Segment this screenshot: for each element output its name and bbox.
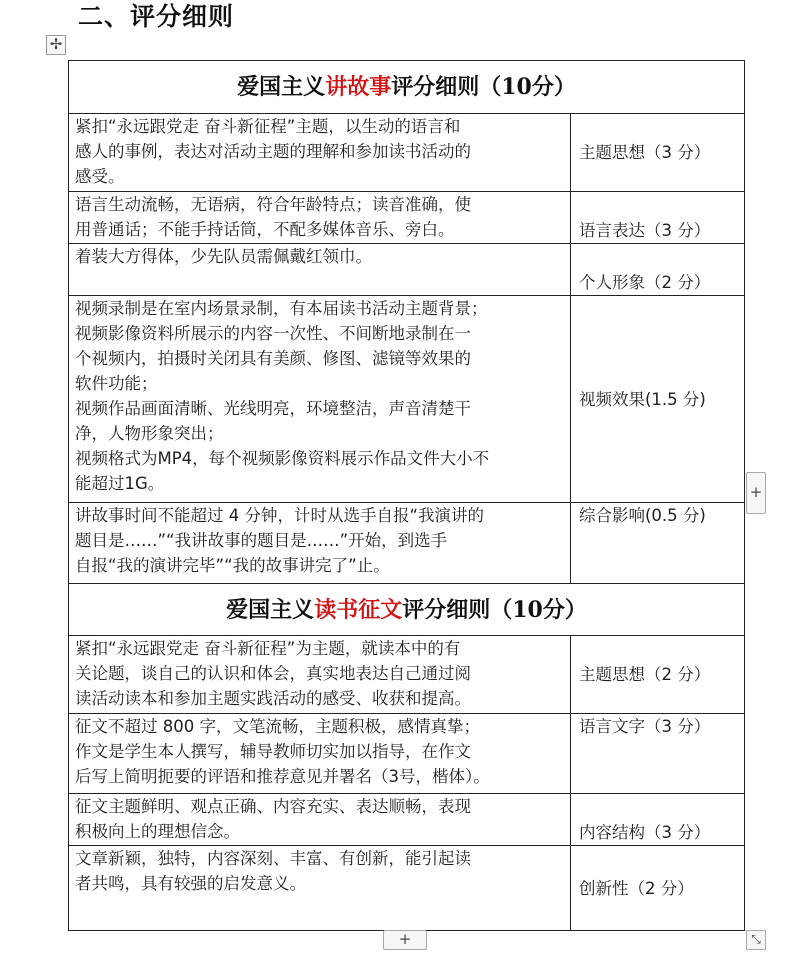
- criteria-line: 软件功能；: [75, 374, 158, 393]
- score-label: 视频效果(1.5 分): [579, 389, 706, 409]
- section-header-row: [69, 584, 745, 636]
- criteria-line: 征文不超过 800 字，文笔流畅，主题积极，感情真挚；: [75, 717, 480, 736]
- add-column-icon[interactable]: +: [746, 472, 766, 514]
- criteria-line: 后写上简明扼要的评语和推荐意见并署名（3号，楷体）。: [75, 767, 490, 786]
- score-cell[interactable]: [571, 503, 745, 584]
- score-label: 内容结构（3 分）: [579, 823, 711, 842]
- rubric-table: [68, 60, 745, 931]
- title-accent: 读书征文: [314, 596, 403, 623]
- score-label: 综合影响(0.5 分): [579, 506, 706, 525]
- title-suffix: 评分细则（10分）: [391, 74, 576, 100]
- criteria-line: 作文是学生本人撰写，辅导教师切实加以指导，在作文: [75, 742, 471, 761]
- score-label: 主题思想（3 分）: [579, 143, 711, 162]
- criteria-cell[interactable]: [69, 714, 571, 794]
- criteria-line: 读活动读本和参加主题实践活动的感受、收获和提高。: [75, 689, 471, 708]
- table-row: [69, 296, 745, 503]
- section-header-row: [69, 61, 745, 114]
- table-move-icon[interactable]: ✢: [46, 35, 66, 55]
- score-cell[interactable]: [571, 296, 745, 503]
- criteria-line: 语言生动流畅，无语病，符合年龄特点；读音准确，使: [75, 195, 471, 214]
- score-cell[interactable]: [571, 192, 745, 244]
- table-row: [69, 794, 745, 846]
- score-label: 主题思想（2 分）: [579, 665, 711, 684]
- table-row: [69, 636, 745, 714]
- criteria-line: 文章新颖，独特，内容深刻、丰富、有创新，能引起读: [75, 849, 471, 868]
- criteria-line: 征文主题鲜明、观点正确、内容充实、表达顺畅，表现: [75, 797, 471, 816]
- criteria-line: 净，人物形象突出；: [75, 424, 224, 443]
- criteria-line: 讲故事时间不能超过 4 分钟，计时从选手自报“我演讲的: [75, 506, 485, 525]
- criteria-line: 用普通话；不能手持话筒，不配多媒体音乐、旁白。: [75, 220, 455, 239]
- score-cell[interactable]: [571, 636, 745, 714]
- criteria-cell[interactable]: [69, 296, 571, 503]
- criteria-cell[interactable]: [69, 636, 571, 714]
- criteria-line: 视频录制是在室内场景录制，有本届读书活动主题背景；: [75, 299, 488, 318]
- table-row: [69, 114, 745, 192]
- criteria-line: 紧扣“永远跟党走 奋斗新征程”主题，以生动的语言和: [75, 117, 461, 136]
- criteria-cell[interactable]: [69, 846, 571, 931]
- title-accent: 讲故事: [325, 74, 392, 100]
- score-cell[interactable]: [571, 114, 745, 192]
- criteria-cell[interactable]: [69, 114, 571, 192]
- score-label: 语言表达（3 分）: [579, 221, 711, 240]
- criteria-line: 视频作品画面清晰、光线明亮，环境整洁，声音清楚干: [75, 399, 471, 418]
- title-suffix: 评分细则（10分）: [402, 596, 587, 623]
- section-title-storytelling: [69, 61, 745, 114]
- score-cell[interactable]: [571, 244, 745, 296]
- title-prefix: 爱国主义: [226, 596, 315, 623]
- criteria-line: 着装大方得体，少先队员需佩戴红领巾。: [75, 247, 372, 266]
- criteria-cell[interactable]: [69, 192, 571, 244]
- criteria-line: 个视频内，拍摄时关闭具有美颜、修图、滤镜等效果的: [75, 349, 471, 368]
- table-row: [69, 714, 745, 794]
- table-row: [69, 503, 745, 584]
- score-cell[interactable]: [571, 714, 745, 794]
- criteria-cell[interactable]: [69, 244, 571, 296]
- criteria-cell[interactable]: [69, 503, 571, 584]
- criteria-line: 感受。: [75, 167, 125, 186]
- section-title-essay: [69, 584, 745, 636]
- criteria-line: 题目是……”“我讲故事的题目是……”开始，到选手: [75, 531, 448, 550]
- add-row-icon[interactable]: +: [383, 930, 427, 950]
- criteria-line: 积极向上的理想信念。: [75, 822, 240, 841]
- table-row: [69, 192, 745, 244]
- criteria-line: 紧扣“永远跟党走 奋斗新征程”为主题，就读本中的有: [75, 639, 461, 658]
- score-label: 个人形象（2 分）: [579, 273, 711, 292]
- table-row: [69, 846, 745, 931]
- criteria-cell[interactable]: [69, 794, 571, 846]
- score-label: 创新性（2 分）: [579, 878, 694, 898]
- page-heading: 二、评分细则: [78, 2, 235, 31]
- title-prefix: 爱国主义: [237, 74, 326, 100]
- criteria-line: 自报“我的演讲完毕”“我的故事讲完了”止。: [75, 556, 390, 575]
- criteria-line: 者共鸣，具有较强的启发意义。: [75, 874, 306, 893]
- criteria-line: 能超过1G。: [75, 474, 165, 493]
- criteria-line: 视频影像资料所展示的内容一次性、不间断地录制在一: [75, 324, 471, 343]
- criteria-line: 视频格式为MP4，每个视频影像资料展示作品文件大小不: [75, 449, 490, 468]
- table-row: [69, 244, 745, 296]
- score-cell[interactable]: [571, 794, 745, 846]
- criteria-line: 关论题，谈自己的认识和体会，真实地表达自己通过阅: [75, 664, 471, 683]
- score-label: 语言文字（3 分）: [579, 717, 711, 736]
- score-cell[interactable]: [571, 846, 745, 931]
- table-resize-icon[interactable]: ⤡: [746, 930, 766, 950]
- criteria-line: 感人的事例，表达对活动主题的理解和参加读书活动的: [75, 142, 471, 161]
